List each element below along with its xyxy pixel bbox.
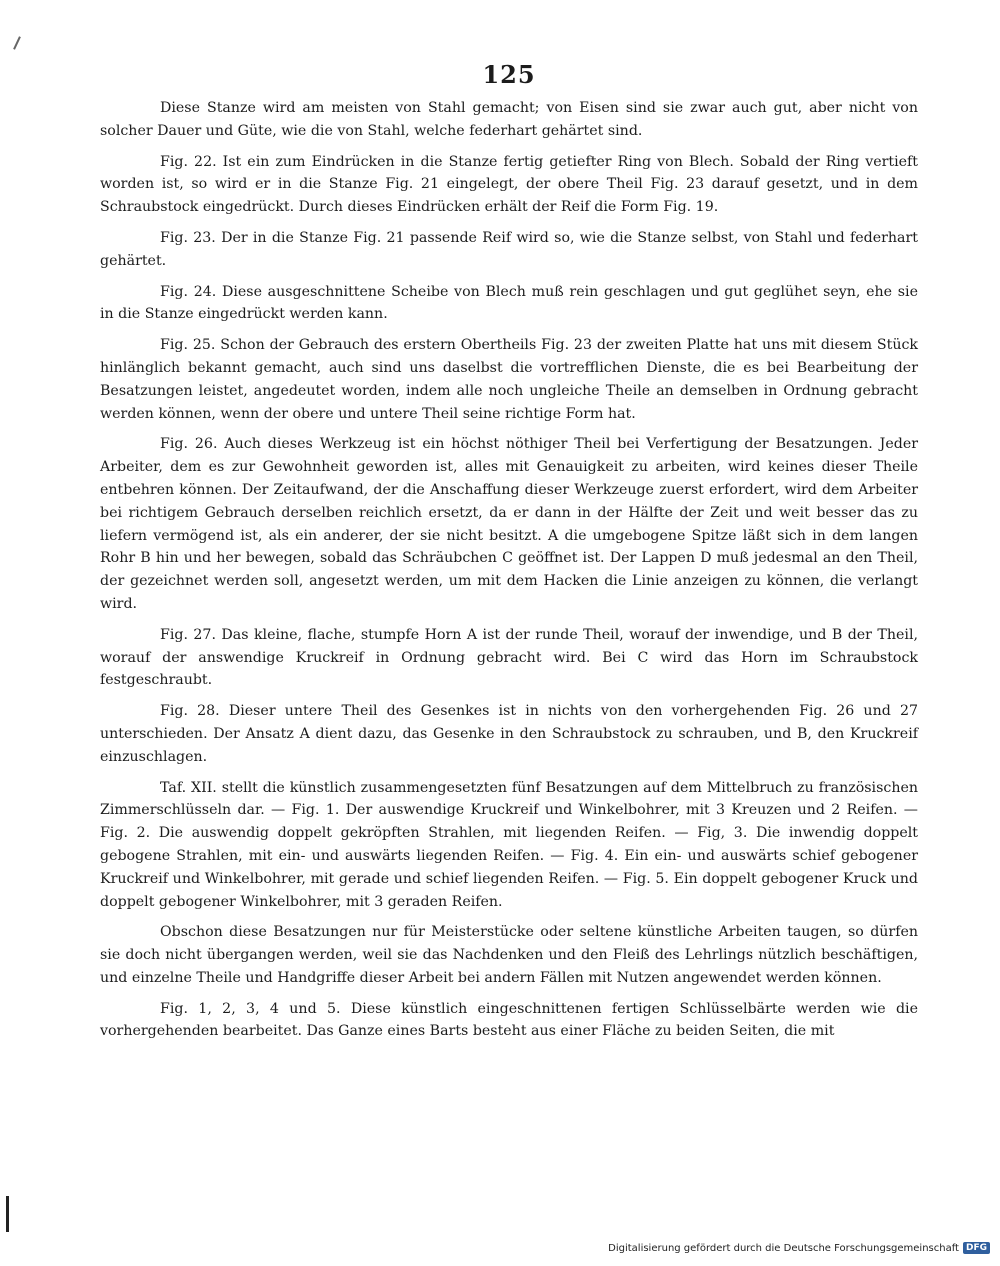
paragraph: Obschon diese Besatzungen nur für Meisterstücke oder seltene künstliche Arbeiten taugen, so dürfen sie doch nicht übergangen werden, weil sie das Nachdenken und den Fleiß des Lehrlings nützlich beschäftigen, und einzelne Theile und Handgriffe dieser Arbeit bei andern Fällen mit Nutzen angewendet werden können. — [100, 924, 918, 986]
dfg-logo: DFG — [963, 1242, 990, 1254]
paragraph: Fig. 25. Schon der Gebrauch des erstern Obertheils Fig. 23 der zweiten Platte hat uns mit diesem Stück hinlänglich bekannt gemacht, auch sind uns daselbst die vortrefflichen Dienste, die es bei Bearbeitung der Besatzungen leistet, angedeutet worden, indem alle noch ungleiche Theile an demselben in Ordnung gebracht werden können, wenn der obere und untere Theil seine richtige Form hat. — [100, 337, 918, 422]
document-page — [100, 60, 918, 1051]
paragraph: Fig. 1, 2, 3, 4 und 5. Diese künstlich eingeschnittenen fertigen Schlüsselbärte werden wie die vorhergehenden bearbeitet. Das Ganze eines Barts besteht aus einer Fläche zu beiden Seiten, die mit — [100, 1000, 918, 1040]
paragraph: Fig. 28. Dieser untere Theil des Gesenkes ist in nichts von den vorhergehenden Fig. 26 und 27 unterschieden. Der Ansatz A dient dazu, das Gesenke in den Schraubstock zu schrauben, und B, den Kruckreif einzuschlagen. — [100, 703, 918, 765]
paragraph: Fig. 27. Das kleine, flache, stumpfe Horn A ist der runde Theil, worauf der inwendige, und B der Theil, worauf der answendige Kruckreif in Ordnung gebracht wird. Bei C wird das Horn im Schraubstock festgeschraubt. — [100, 626, 918, 689]
paragraph: Fig. 24. Diese ausgeschnittene Scheibe von Blech muß rein geschlagen und gut geglühet seyn, ehe sie in die Stanze eingedrückt werden kann. — [100, 283, 918, 323]
page-number: 125 — [482, 60, 536, 89]
paragraph: Taf. XII. stellt die künstlich zusammengesetzten fünf Besatzungen auf dem Mittelbruch zu französischen Zimmerschlüsseln dar. — Fig. 1. Der auswendige Kruckreif und Winkelbohrer, mit 3 Kreuzen und 2 Reifen. — Fig. 2. Die auswendig doppelt gekröpften Strahlen, mit liegenden Reifen. — Fig, 3. Die inwendig doppelt gebogene Strahlen, mit ein- und auswärts liegenden Reifen. — Fig. 4. Ein ein- und auswärts schief gebogener Kruckreif und Winkelbohrer, mit gerade und schief liegenden Reifen. — Fig. 5. Ein doppelt gebogener Kruck und doppelt gebogener Winkelbohrer, mit 3 geraden Reifen. — [100, 779, 918, 910]
paragraph: Fig. 23. Der in die Stanze Fig. 21 passende Reif wird so, wie die Stanze selbst, von Stahl und federhart gehärtet. — [100, 229, 918, 269]
paragraph: Fig. 22. Ist ein zum Eindrücken in die Stanze fertig getiefter Ring von Blech. Sobald der Ring vertieft worden ist, so wird er in die Stanze Fig. 21 eingelegt, der obere Theil Fig. 23 darauf gesetzt, und in dem Schraubstock eingedrückt. Durch dieses Eindrücken erhält der Reif die Form Fig. 19. — [100, 153, 918, 216]
paragraph: Fig. 26. Auch dieses Werkzeug ist ein höchst nöthiger Theil bei Verfertigung der Besatzungen. Jeder Arbeiter, dem es zur Gewohnheit geworden ist, alles mit Genauigkeit zu arbeiten, wird keines dieser Theile entbehren können. Der Zeitaufwand, der die Anschaffung dieser Werkzeuge zuerst erfordert, wird dem Arbeiter bei richtigem Gebrauch derselben reichlich ersetzt, da er dann in der Hälfte der Zeit und weit besser das zu liefern vermögend ist, als ein anderer, der sie nicht besitzt. A die umgebogene Spitze läßt sich in dem langen Rohr B hin und her bewegen, sobald das Schräubchen C geöffnet ist. Der Lappen D muß jedesmal an den Theil, der gezeichnet werden soll, angesetzt werden, um mit dem Hacken die Linie anzeigen zu können, die verlangt wird. — [100, 436, 918, 612]
digitization-footer — [608, 1242, 990, 1254]
footer-text: Digitalisierung gefördert durch die Deutsche Forschungsgemeinschaft — [608, 1242, 959, 1254]
margin-scan-bar — [6, 1196, 9, 1232]
margin-scan-mark — [13, 36, 21, 50]
paragraph: Diese Stanze wird am meisten von Stahl gemacht; von Eisen sind sie zwar auch gut, aber nicht von solcher Dauer und Güte, wie die von Stahl, welche federhart gehärtet sind. — [100, 100, 918, 139]
